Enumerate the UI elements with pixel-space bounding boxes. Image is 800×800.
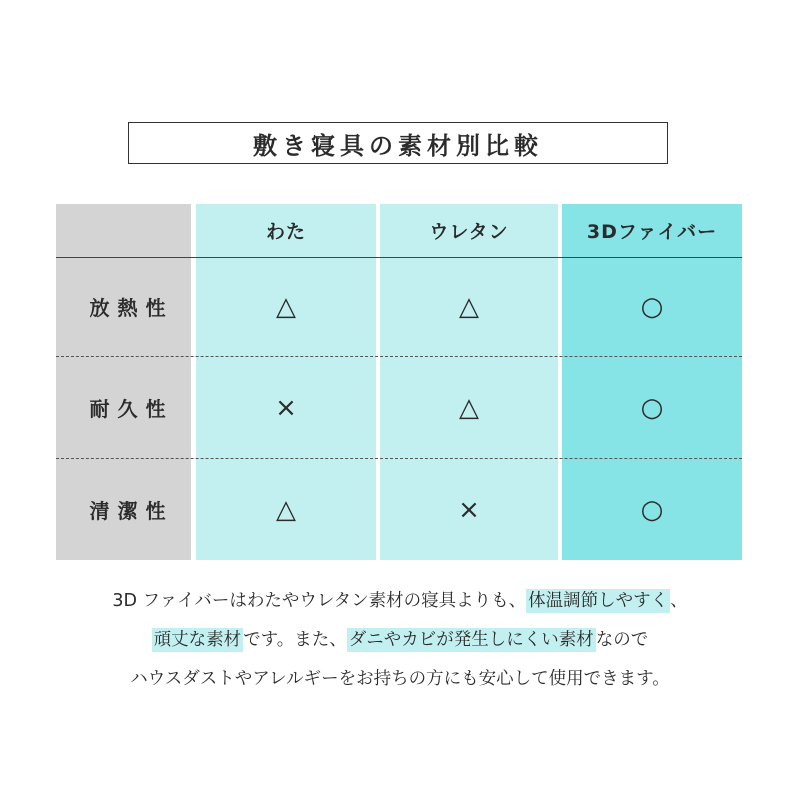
- row-label-heat-dissipation: 放熱性: [89, 296, 174, 320]
- highlighted-text: ダニやカビが発生しにくい素材: [348, 630, 594, 650]
- rating-mark: ×: [275, 392, 297, 423]
- description-line-3: ハウスダストやアレルギーをお持ちの方にも安心して使用できます。: [130, 669, 670, 689]
- page-title: 敷き寝具の素材別比較: [128, 122, 668, 164]
- description-text-segment: 、: [670, 591, 688, 611]
- description-text-segment: です。また、: [243, 630, 347, 650]
- rating-mark: △: [459, 392, 479, 423]
- column-header-wata: わた: [265, 221, 306, 243]
- description-line-1: [40, 582, 760, 621]
- description-text-segment: 3D ファイバーはわたやウレタン素材の寝具よりも、: [112, 591, 527, 611]
- rating-mark: ×: [458, 494, 480, 525]
- rating-mark: △: [459, 291, 479, 322]
- rating-mark: △: [276, 494, 296, 525]
- rating-mark: △: [276, 291, 296, 322]
- rating-mark: ○: [640, 494, 664, 525]
- column-header-urethane: ウレタン: [429, 221, 509, 243]
- row-label-cleanliness: 清潔性: [89, 499, 174, 523]
- highlighted-text: 頑丈な素材: [153, 630, 242, 650]
- description-line-2: [40, 621, 760, 660]
- highlighted-text: 体温調節しやすく: [528, 591, 669, 611]
- column-header-3d-fiber: 3Dファイバー: [586, 221, 718, 243]
- rating-mark: ○: [640, 392, 664, 423]
- comparison-table: [56, 204, 742, 560]
- description-text: [40, 582, 760, 699]
- description-text-segment: なので: [595, 630, 649, 650]
- row-label-durability: 耐久性: [89, 397, 174, 421]
- rating-mark: ○: [640, 291, 664, 322]
